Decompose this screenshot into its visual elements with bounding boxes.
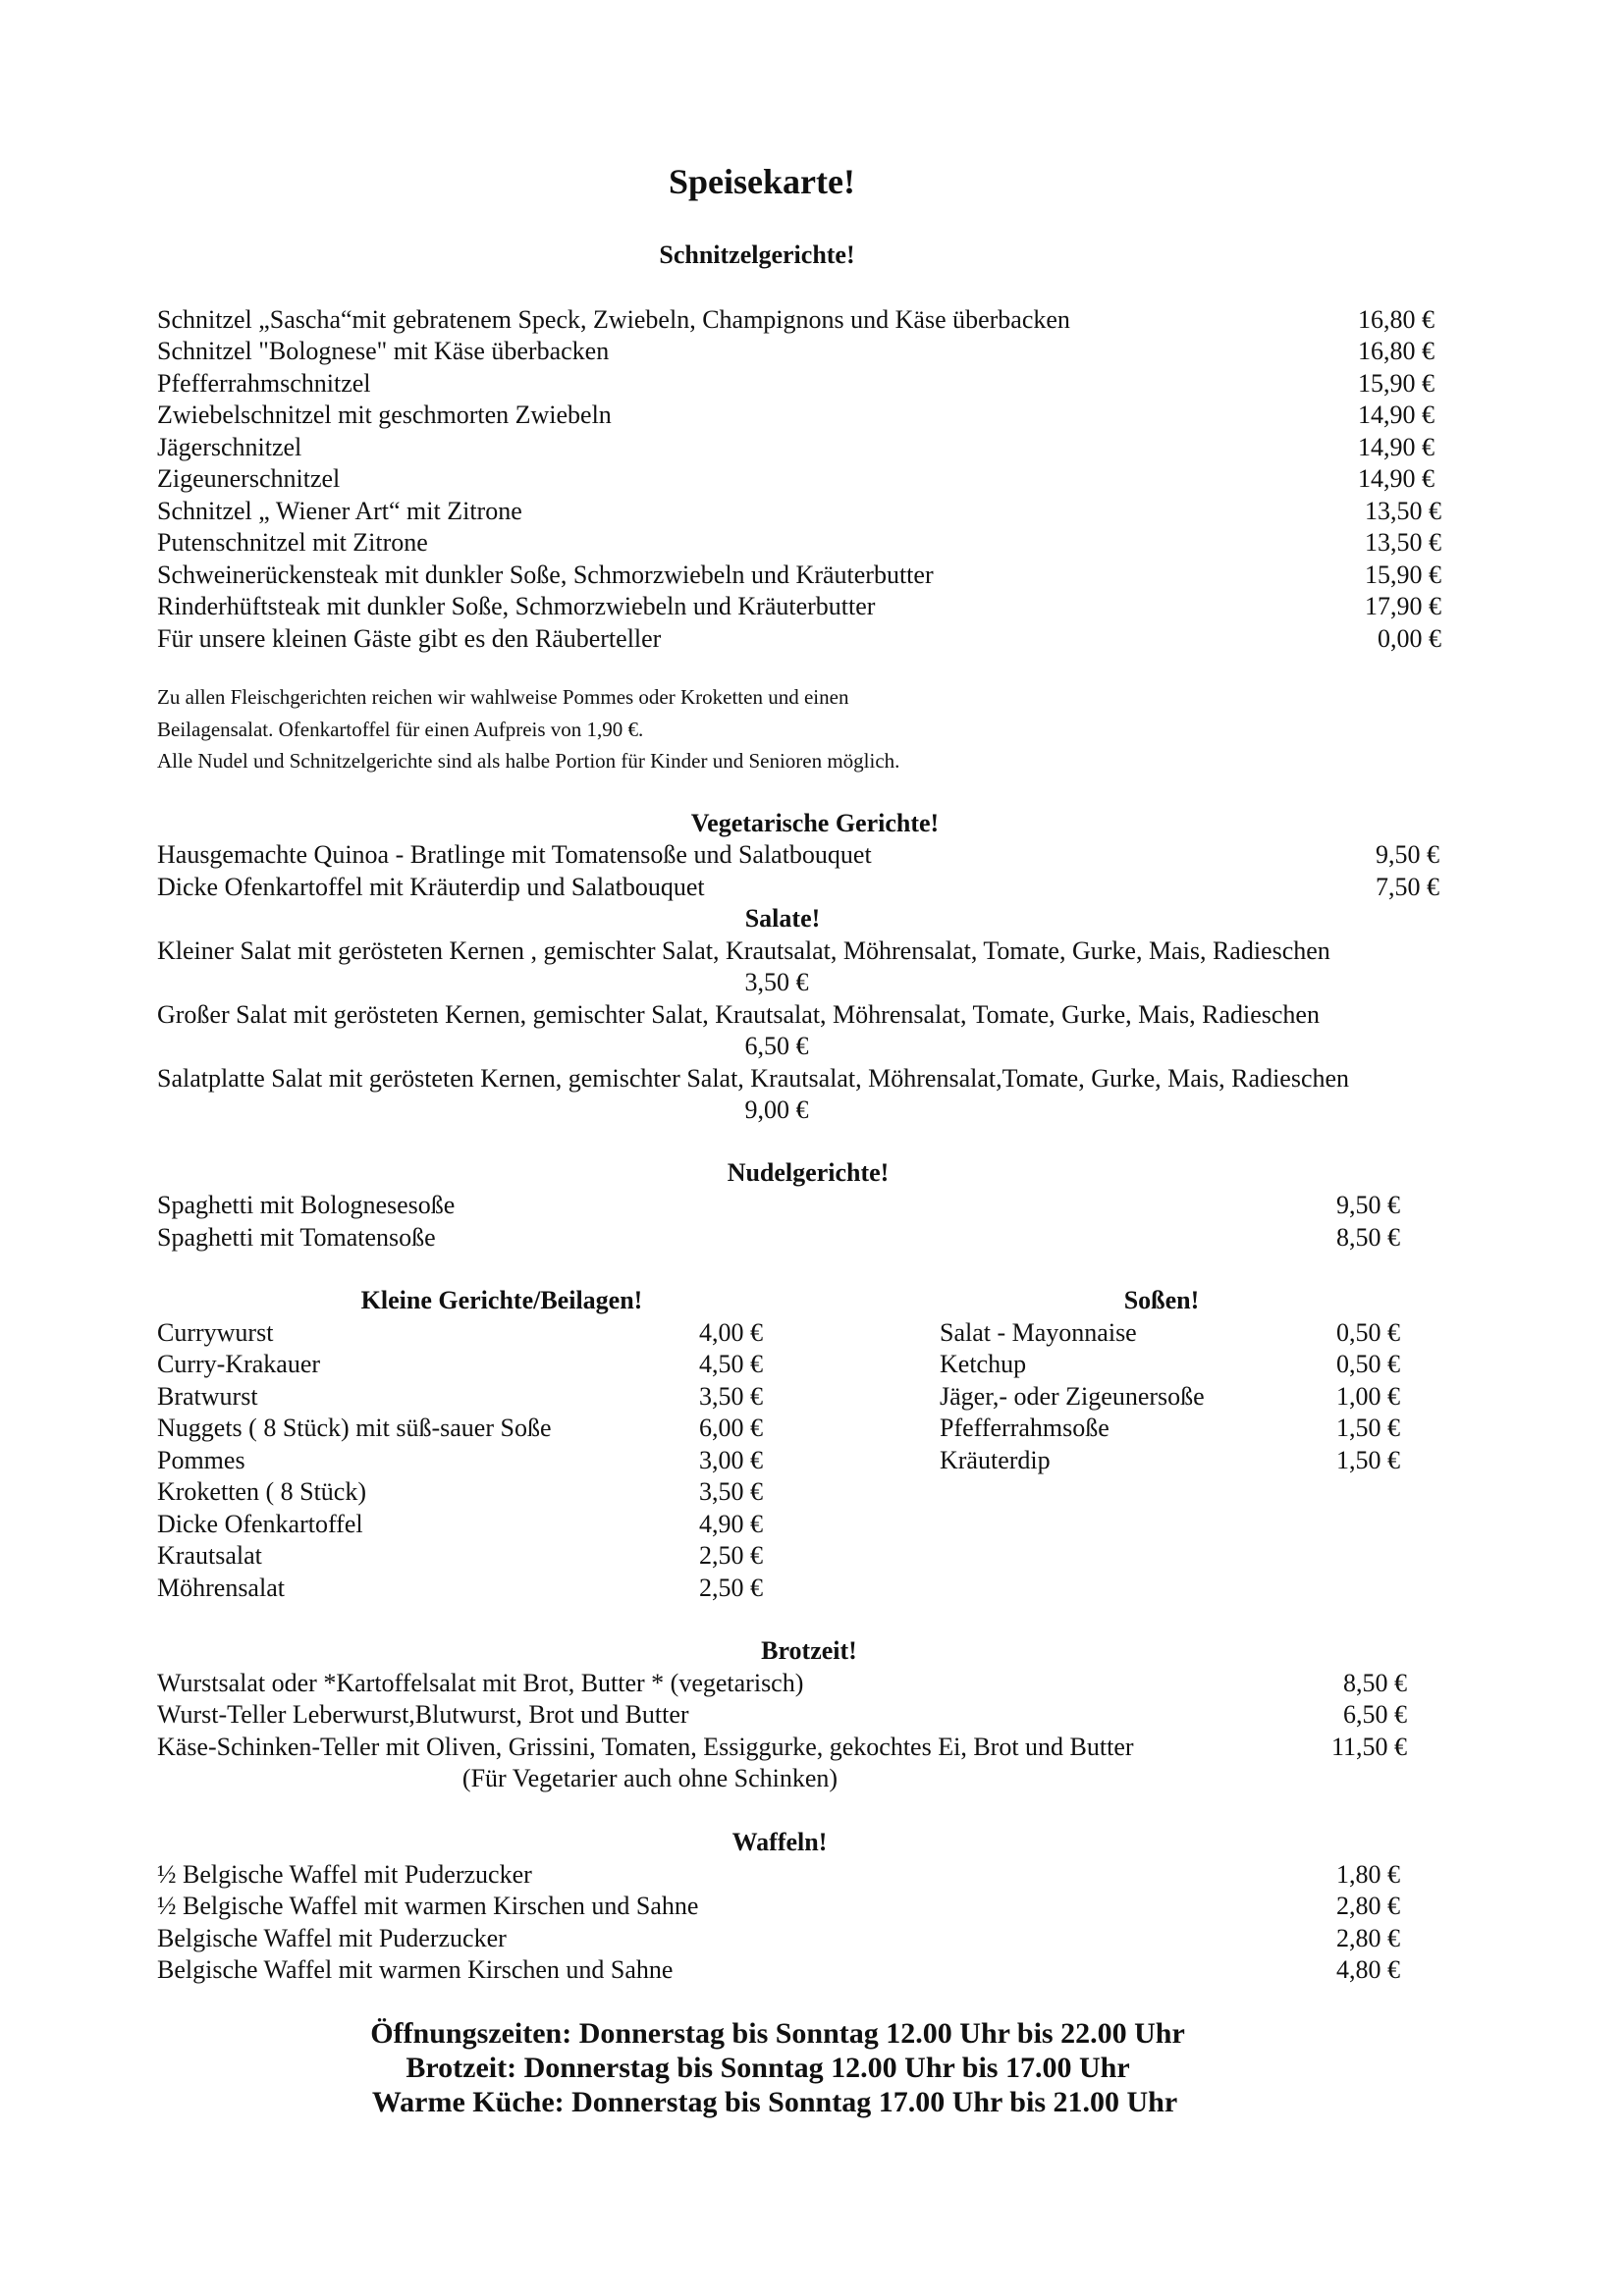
menu-item-name: Pommes <box>157 1446 245 1474</box>
menu-item-price: 14,90 € <box>1358 464 1435 493</box>
brotzeit-hours: Brotzeit: Donnerstag bis Sonntag 12.00 Uhr bis 17.00 Uhr <box>406 2052 1130 2084</box>
menu-item-name: ½ Belgische Waffel mit warmen Kirschen und Sahne <box>157 1892 699 1920</box>
menu-item-price: 6,50 € <box>744 1032 809 1060</box>
menu-item-price: 6,50 € <box>1343 1700 1407 1729</box>
menu-item-price: 2,80 € <box>1336 1892 1400 1920</box>
kitchen-hours: Warme Küche: Donnerstag bis Sonntag 17.00 Uhr bis 21.00 Uhr <box>371 2086 1178 2118</box>
menu-item-name: Jägerschnitzel <box>157 433 302 461</box>
menu-item-name: Schnitzel „Sascha“mit gebratenem Speck, Zwiebeln, Champignons und Käse überbacken <box>157 305 1070 334</box>
menu-item-price: 11,50 € <box>1330 1733 1407 1761</box>
menu-item-price: 4,50 € <box>699 1350 763 1378</box>
menu-item-name: Pfefferrahmsoße <box>940 1414 1110 1442</box>
menu-item-price: 13,50 € <box>1365 528 1441 557</box>
menu-item-price: 1,50 € <box>1336 1446 1400 1474</box>
menu-item-price: 4,90 € <box>699 1510 763 1538</box>
menu-note: Alle Nudel und Schnitzelgerichte sind als halbe Portion für Kinder und Senioren möglich. <box>157 749 900 773</box>
menu-item-price: 14,90 € <box>1358 433 1435 461</box>
menu-item-price: 4,80 € <box>1336 1955 1400 1984</box>
menu-item-price: 2,50 € <box>699 1541 763 1570</box>
menu-item-name: Belgische Waffel mit warmen Kirschen und Sahne <box>157 1955 674 1984</box>
menu-item-name: Schnitzel „ Wiener Art“ mit Zitrone <box>157 497 522 525</box>
menu-item-name: Spaghetti mit Bolognesesoße <box>157 1191 456 1219</box>
menu-item-price: 2,50 € <box>699 1574 763 1602</box>
menu-item-price: 15,90 € <box>1365 561 1441 589</box>
opening-hours: Öffnungszeiten: Donnerstag bis Sonntag 12.00 Uhr bis 22.00 Uhr <box>370 2017 1185 2050</box>
menu-item-price: 3,50 € <box>699 1382 763 1411</box>
section-heading-brotzeit: Brotzeit! <box>761 1636 857 1665</box>
menu-item-name: Ketchup <box>940 1350 1027 1378</box>
menu-item-name: Kroketten ( 8 Stück) <box>157 1477 367 1506</box>
menu-item-price: 3,50 € <box>744 968 809 996</box>
menu-item-name: Möhrensalat <box>157 1574 285 1602</box>
section-heading-salate: Salate! <box>744 904 821 933</box>
menu-item-name: Belgische Waffel mit Puderzucker <box>157 1924 507 1952</box>
menu-item-name: Käse-Schinken-Teller mit Oliven, Grissini, Tomaten, Essiggurke, gekochtes Ei, Brot und Butter <box>157 1733 1134 1761</box>
menu-item-name: Currywurst <box>157 1318 274 1347</box>
menu-item-price: 2,80 € <box>1336 1924 1400 1952</box>
section-heading-sossen: Soßen! <box>1123 1286 1200 1314</box>
menu-note: (Für Vegetarier auch ohne Schinken) <box>461 1764 839 1792</box>
menu-item-price: 8,50 € <box>1343 1669 1407 1697</box>
menu-item-price: 9,00 € <box>744 1095 809 1124</box>
menu-item-price: 1,50 € <box>1336 1414 1400 1442</box>
section-heading-schnitzel: Schnitzelgerichte! <box>659 240 855 269</box>
menu-item-name: Curry-Krakauer <box>157 1350 321 1378</box>
menu-item-name: Wurstsalat oder *Kartoffelsalat mit Brot, Butter * (vegetarisch) <box>157 1669 804 1697</box>
menu-item-price: 3,50 € <box>699 1477 763 1506</box>
menu-item-name: Dicke Ofenkartoffel mit Kräuterdip und Salatbouquet <box>157 873 705 901</box>
menu-item-name: Salatplatte Salat mit gerösteten Kernen, gemischter Salat, Krautsalat, Möhrensalat,Tomate, Gurke, Mais, Radieschen <box>157 1064 1350 1093</box>
menu-item-price: 0,50 € <box>1336 1318 1400 1347</box>
menu-item-name: Großer Salat mit gerösteten Kernen, gemischter Salat, Krautsalat, Möhrensalat, Tomate, Gurke, Mais, Radieschen <box>157 1000 1320 1029</box>
menu-item-price: 6,00 € <box>699 1414 763 1442</box>
menu-item-name: Spaghetti mit Tomatensoße <box>157 1223 436 1252</box>
menu-item-name: Kräuterdip <box>940 1446 1051 1474</box>
menu-item-price: 8,50 € <box>1336 1223 1400 1252</box>
menu-item-price: 4,00 € <box>699 1318 763 1347</box>
menu-item-name: Hausgemachte Quinoa - Bratlinge mit Tomatensoße und Salatbouquet <box>157 840 872 869</box>
menu-item-name: Krautsalat <box>157 1541 262 1570</box>
menu-item-price: 16,80 € <box>1358 337 1435 365</box>
menu-item-price: 9,50 € <box>1376 840 1439 869</box>
menu-item-name: Salat - Mayonnaise <box>940 1318 1137 1347</box>
menu-item-name: Jäger,- oder Zigeunersoße <box>940 1382 1205 1411</box>
menu-item-price: 0,00 € <box>1378 624 1441 653</box>
menu-item-price: 7,50 € <box>1376 873 1439 901</box>
menu-item-name: Für unsere kleinen Gäste gibt es den Räuberteller <box>157 624 662 653</box>
menu-item-price: 13,50 € <box>1365 497 1441 525</box>
menu-item-name: Kleiner Salat mit gerösteten Kernen , gemischter Salat, Krautsalat, Möhrensalat, Tomate, Gurke, Mais, Radieschen <box>157 936 1330 965</box>
section-heading-kleine: Kleine Gerichte/Beilagen! <box>360 1286 643 1314</box>
menu-item-name: Rinderhüftsteak mit dunkler Soße, Schmorzwiebeln und Kräuterbutter <box>157 592 876 620</box>
menu-item-price: 9,50 € <box>1336 1191 1400 1219</box>
menu-item-price: 17,90 € <box>1365 592 1441 620</box>
menu-item-name: Zwiebelschnitzel mit geschmorten Zwiebeln <box>157 400 612 429</box>
menu-item-price: 16,80 € <box>1358 305 1435 334</box>
menu-item-name: Schweinerückensteak mit dunkler Soße, Schmorzwiebeln und Kräuterbutter <box>157 561 934 589</box>
section-heading-nudel: Nudelgerichte! <box>727 1158 890 1187</box>
menu-note: Zu allen Fleischgerichten reichen wir wahlweise Pommes oder Kroketten und einen <box>157 685 849 709</box>
menu-item-name: Pfefferrahmschnitzel <box>157 369 371 398</box>
section-heading-vegetarisch: Vegetarische Gerichte! <box>690 809 940 837</box>
menu-item-name: Zigeunerschnitzel <box>157 464 341 493</box>
menu-item-name: Putenschnitzel mit Zitrone <box>157 528 428 557</box>
menu-item-name: Wurst-Teller Leberwurst,Blutwurst, Brot und Butter <box>157 1700 689 1729</box>
menu-item-price: 0,50 € <box>1336 1350 1400 1378</box>
menu-item-price: 14,90 € <box>1358 400 1435 429</box>
menu-item-name: Schnitzel "Bolognese" mit Käse überbacken <box>157 337 610 365</box>
menu-item-name: Bratwurst <box>157 1382 258 1411</box>
menu-item-price: 15,90 € <box>1358 369 1435 398</box>
menu-item-name: ½ Belgische Waffel mit Puderzucker <box>157 1860 532 1889</box>
menu-item-price: 3,00 € <box>699 1446 763 1474</box>
menu-item-price: 1,00 € <box>1336 1382 1400 1411</box>
menu-item-price: 1,80 € <box>1336 1860 1400 1889</box>
page-title: Speisekarte! <box>669 162 855 201</box>
section-heading-waffeln: Waffeln! <box>731 1828 828 1856</box>
menu-note: Beilagensalat. Ofenkartoffel für einen Aufpreis von 1,90 €. <box>157 718 644 741</box>
menu-item-name: Dicke Ofenkartoffel <box>157 1510 363 1538</box>
menu-item-name: Nuggets ( 8 Stück) mit süß-sauer Soße <box>157 1414 552 1442</box>
